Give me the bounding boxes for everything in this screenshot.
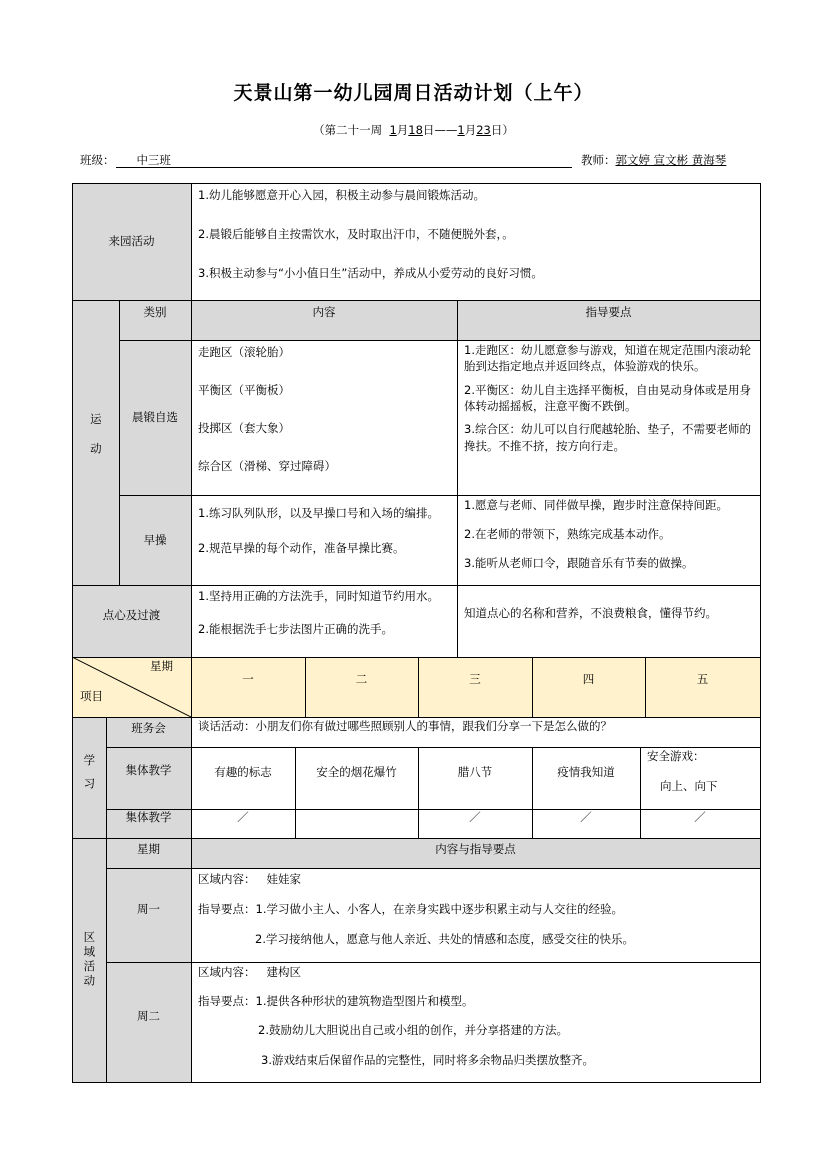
sports-label xyxy=(72,300,119,585)
tuesday-point: 2.鼓励幼儿大胆说出自己或小组的创作，并分享搭建的方法。 xyxy=(258,1023,568,1037)
snack-item: 2.能根据洗手七步法图片正确的洗手。 xyxy=(198,622,393,636)
morning-guidance-item: 2.平衡区：幼儿自主选择平衡板，自由晃动身体或是用身体转动摇摇板，注意平衡不跌倒。 xyxy=(464,382,751,413)
grid-line xyxy=(760,183,761,1083)
day-wed: 三 xyxy=(469,672,481,687)
grid-line xyxy=(72,1082,761,1083)
morning-guidance-item: 3.综合区：幼儿可以自行爬越轮胎、垫子，不需要老师的搀扶。不推不挤，按方向行走。 xyxy=(464,422,751,453)
morning-content-item: 平衡区（平衡板） xyxy=(198,383,290,397)
end-day: 23 xyxy=(476,123,491,137)
tuesday-guide-label: 指导要点： xyxy=(198,994,256,1008)
item-label: 项目 xyxy=(80,689,103,703)
day-thu: 四 xyxy=(582,672,595,687)
morning-content-item: 走跑区（滚轮胎） xyxy=(198,345,290,359)
end-month: 1 xyxy=(457,123,465,137)
arrival-item: 2.晨锻后能够自主按需饮水，及时取出汗巾，不随便脱外套，。 xyxy=(198,227,514,241)
col-guidance: 指导要点 xyxy=(585,304,632,319)
exercise-guidance-item: 3.能听从老师口令，跟随音乐有节奏的做操。 xyxy=(464,556,694,570)
class-value: 中三班 xyxy=(136,153,171,167)
group-label: 集体教学 xyxy=(125,762,172,777)
slash-thu: ／ xyxy=(580,809,592,824)
col-content: 内容 xyxy=(312,304,336,319)
tuesday-guide-line xyxy=(198,993,758,1022)
monday-guide-line xyxy=(198,901,758,931)
morning-label: 晨锻自选 xyxy=(132,410,178,425)
snack-item: 1.坚持用正确的方法洗手，同时知道节约用水。 xyxy=(198,589,439,603)
area-label xyxy=(72,838,106,1082)
grid-line xyxy=(119,495,760,496)
class-meeting-label: 班务会 xyxy=(131,720,166,735)
teacher-label: 教师： xyxy=(581,153,616,167)
monday-point: 1.学习做小主人、小客人，在亲身实践中逐步积累主动与人交往的经验。 xyxy=(255,902,623,916)
group-item-fri xyxy=(647,748,759,795)
group-label-2: 集体教学 xyxy=(125,809,172,824)
snack-label: 点心及过渡 xyxy=(102,607,161,622)
class-underline xyxy=(116,167,572,168)
tuesday-area-label: 区域内容： xyxy=(198,965,256,979)
tuesday-area-line xyxy=(198,964,758,993)
month-char-2: 月 xyxy=(464,123,477,137)
arrival-item: 3.积极主动参与“小小值日生”活动中，养成从小爱劳动的良好习惯。 xyxy=(198,266,543,280)
monday-guide-label: 指导要点： xyxy=(198,902,256,916)
col-category: 类别 xyxy=(143,304,167,319)
study-label-text: 学习 xyxy=(82,754,97,801)
exercise-content-item: 1.练习队列队形，以及早操口号和入场的编排。 xyxy=(198,506,439,520)
arrival-items xyxy=(198,187,758,282)
study-label xyxy=(72,717,106,838)
grid-line xyxy=(119,340,760,341)
morning-guidance-item: 1.走跑区：幼儿愿意参与游戏，知道在规定范围内滚动轮胎到达指定地点并返回终点，体验游戏的快乐。 xyxy=(464,343,751,374)
morning-content-item: 综合区（滑梯、穿过障碍） xyxy=(198,459,336,473)
exercise-guidance-item: 1.愿意与老师、同伴做早操，跑步时注意保持间距。 xyxy=(464,498,728,512)
monday-area-label: 区域内容： xyxy=(198,872,256,886)
area-col-content: 内容与指导要点 xyxy=(435,841,516,856)
sports-label-text: 运动 xyxy=(88,413,103,472)
day-tue: 二 xyxy=(355,672,368,687)
group-item-fri-line2: 向上、向下 xyxy=(660,779,718,793)
start-month: 1 xyxy=(389,123,397,137)
day-fri: 五 xyxy=(696,672,709,687)
tuesday-area-value: 建构区 xyxy=(266,965,301,979)
week-range xyxy=(0,122,827,138)
group-item-tue: 安全的烟花爆竹 xyxy=(316,764,397,779)
class-meeting-text: 谈话活动：小朋友们你有做过哪些照顾别人的事情，跟我们分享一下是怎么做的？ xyxy=(198,719,612,733)
morning-content xyxy=(198,344,454,475)
slash-mon: ／ xyxy=(237,809,249,824)
slash-fri: ／ xyxy=(694,809,706,824)
area-col-weekday: 星期 xyxy=(137,841,160,856)
end-suffix: 日） xyxy=(490,123,514,137)
page-title: 天景山第一幼儿园周日活动计划（上午） xyxy=(233,82,594,104)
group-item-wed: 腊八节 xyxy=(457,764,493,779)
grid-line xyxy=(191,183,192,657)
tuesday-point: 1.提供各种形状的建筑物造型图片和模型。 xyxy=(255,994,474,1008)
start-day: 18 xyxy=(408,123,423,137)
snack-items xyxy=(198,588,456,638)
area-label-text: 区域活动 xyxy=(82,931,97,989)
morning-content-item: 投掷区（套大象） xyxy=(198,421,290,435)
tuesday-label: 周二 xyxy=(137,1008,160,1023)
week-prefix: （第二十一周 xyxy=(313,123,383,137)
arrival-label: 来园活动 xyxy=(108,234,155,249)
arrival-item: 1.幼儿能够愿意开心入园，积极主动参与晨间锻炼活动。 xyxy=(198,188,485,202)
group-item-fri-line1: 安全游戏： xyxy=(647,749,705,763)
exercise-content xyxy=(198,505,456,557)
snack-guidance: 知道点心的名称和营养，不浪费粮食，懂得节约。 xyxy=(464,606,717,620)
exercise-guidance xyxy=(464,497,758,572)
tuesday-point: 3.游戏结束后保留作品的完整性，同时将多余物品归类摆放整齐。 xyxy=(261,1053,594,1067)
grid-line xyxy=(106,962,760,963)
slash-wed: ／ xyxy=(469,809,481,824)
teacher-line xyxy=(581,152,726,168)
teacher-value: 郭文婷 宣文彬 黄海琴 xyxy=(615,153,727,167)
exercise-label: 早操 xyxy=(143,532,167,547)
exercise-content-item: 2.规范早操的每个动作，准备早操比赛。 xyxy=(198,541,405,555)
class-line xyxy=(80,152,171,168)
exercise-guidance-item: 2.在老师的带领下，熟练完成基本动作。 xyxy=(464,527,671,541)
monday-area-line xyxy=(198,871,758,901)
monday-label: 周一 xyxy=(137,901,160,916)
class-label: 班级： xyxy=(80,153,115,167)
tuesday-content xyxy=(198,964,758,1069)
monday-area-value: 娃娃家 xyxy=(266,872,301,886)
day-char: 日—— xyxy=(422,123,458,137)
grid-line xyxy=(106,868,760,869)
monday-point: 2.学习接纳他人，愿意与他人亲近、共处的情感和态度，感受交往的快乐。 xyxy=(255,932,634,946)
grid-line xyxy=(457,300,458,657)
group-item-mon: 有趣的标志 xyxy=(214,764,272,779)
month-char: 月 xyxy=(396,123,409,137)
diagonal-divider xyxy=(72,657,191,717)
weekday-label: 星期 xyxy=(150,659,173,673)
monday-content xyxy=(198,871,758,948)
morning-guidance xyxy=(464,342,756,454)
day-mon: 一 xyxy=(242,672,254,687)
group-item-thu: 疫情我知道 xyxy=(557,764,615,779)
